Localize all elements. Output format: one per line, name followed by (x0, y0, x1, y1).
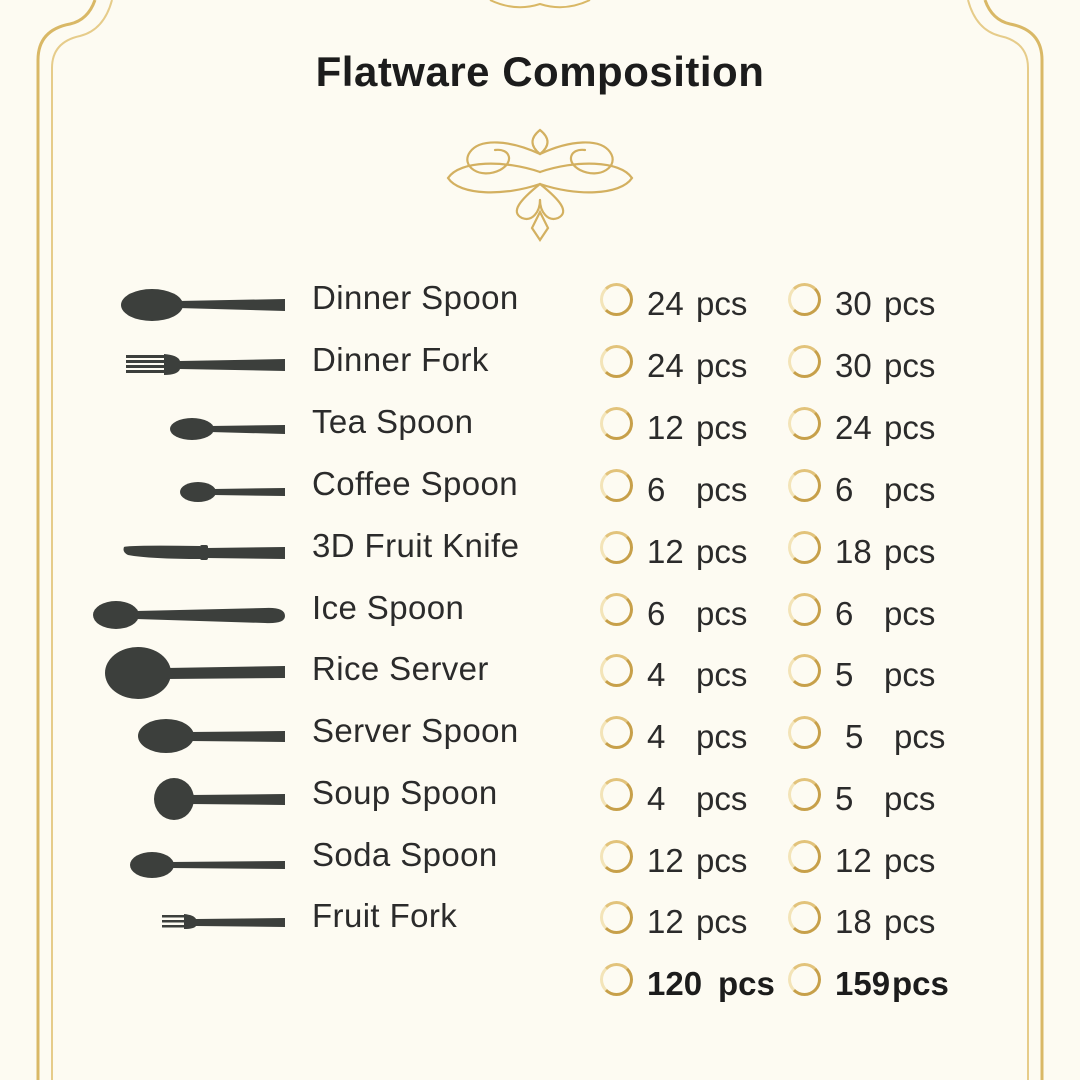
quantity-unit: pcs (884, 780, 936, 817)
quantity-unit: pcs (696, 595, 748, 632)
radio-circle-icon[interactable] (600, 531, 633, 564)
quantity-number: 6 (835, 471, 854, 508)
quantity-unit: pcs (696, 533, 748, 570)
quantity-number: 6 (647, 595, 666, 632)
quantity-unit: pcs (884, 656, 936, 693)
quantity-unit: pcs (696, 347, 748, 384)
radio-circle-icon[interactable] (788, 283, 821, 316)
item-name: Tea Spoon (312, 403, 474, 440)
item-name: Server Spoon (312, 712, 519, 749)
ice-spoon-icon (80, 583, 290, 645)
quantity-number: 5 (835, 780, 854, 817)
quantity-number: 12 (835, 842, 872, 879)
radio-circle-icon[interactable] (788, 778, 821, 811)
server-spoon-icon (80, 706, 290, 768)
flatware-row-dinner-spoon (0, 273, 1080, 335)
quantity-unit: pcs (696, 656, 748, 693)
quantity-unit: pcs (884, 347, 936, 384)
flatware-row-tea-spoon (0, 397, 1080, 459)
quantity-unit: pcs (884, 533, 936, 570)
radio-circle-icon[interactable] (600, 778, 633, 811)
flatware-row-coffee-spoon (0, 459, 1080, 521)
quantity-unit: pcs (696, 471, 748, 508)
radio-circle-icon[interactable] (788, 840, 821, 873)
quantity-number: 18 (835, 533, 872, 570)
radio-circle-icon[interactable] (788, 716, 821, 749)
quantity-number: 24 (647, 285, 684, 322)
quantity-unit: pcs (884, 903, 936, 940)
tea-spoon-icon (80, 397, 290, 459)
item-name: 3D Fruit Knife (312, 527, 520, 564)
page-title: Flatware Composition (315, 48, 765, 95)
quantity-unit: pcs (696, 842, 748, 879)
radio-circle-icon[interactable] (788, 593, 821, 626)
item-name: Ice Spoon (312, 589, 465, 626)
coffee-spoon-icon (80, 459, 290, 521)
radio-circle-icon[interactable] (600, 283, 633, 316)
radio-circle-icon[interactable] (600, 345, 633, 378)
flatware-row-rice-server (0, 644, 1080, 706)
quantity-number: 24 (647, 347, 684, 384)
soup-spoon-icon (80, 768, 290, 830)
radio-circle-icon[interactable] (600, 469, 633, 502)
item-name: Dinner Spoon (312, 279, 519, 316)
quantity-number: 12 (647, 533, 684, 570)
quantity-number: 6 (647, 471, 666, 508)
quantity-number: 24 (835, 409, 872, 446)
quantity-number: 5 (845, 718, 864, 755)
flourish-ornament-icon (440, 120, 640, 245)
flatware-row-dinner-fork (0, 335, 1080, 397)
quantity-unit: pcs (884, 842, 936, 879)
radio-circle-icon[interactable] (600, 840, 633, 873)
radio-circle-icon[interactable] (600, 654, 633, 687)
radio-circle-icon[interactable] (788, 901, 821, 934)
radio-circle-icon[interactable] (788, 345, 821, 378)
flatware-row-soda-spoon (0, 830, 1080, 892)
fruit-fork-icon (80, 891, 290, 953)
item-name: Coffee Spoon (312, 465, 519, 502)
flatware-row-server-spoon (0, 706, 1080, 768)
quantity-number: 4 (647, 718, 666, 755)
item-name: Rice Server (312, 650, 489, 687)
quantity-unit: pcs (884, 595, 936, 632)
dinner-fork-icon (80, 335, 290, 397)
quantity-number: 30 (835, 347, 872, 384)
quantity-unit: pcs (696, 780, 748, 817)
flatware-row-fruit-knife (0, 521, 1080, 583)
dinner-spoon-icon (80, 273, 290, 335)
radio-circle-icon[interactable] (788, 654, 821, 687)
radio-circle-icon[interactable] (600, 963, 633, 996)
quantity-number: 12 (647, 409, 684, 446)
quantity-number: 12 (647, 842, 684, 879)
flatware-row-fruit-fork (0, 891, 1080, 953)
item-name: Soda Spoon (312, 836, 498, 873)
rice-server-icon (80, 644, 290, 706)
item-name: Soup Spoon (312, 774, 498, 811)
radio-circle-icon[interactable] (600, 593, 633, 626)
quantity-number: 12 (647, 903, 684, 940)
radio-circle-icon[interactable] (600, 407, 633, 440)
totals-row (0, 953, 1080, 1015)
flatware-row-ice-spoon (0, 583, 1080, 645)
total-number: 159 (835, 965, 891, 1002)
quantity-unit: pcs (696, 718, 748, 755)
radio-circle-icon[interactable] (600, 716, 633, 749)
quantity-unit: pcs (696, 409, 748, 446)
quantity-number: 4 (647, 780, 666, 817)
item-name: Fruit Fork (312, 897, 458, 934)
radio-circle-icon[interactable] (788, 531, 821, 564)
item-name: Dinner Fork (312, 341, 489, 378)
fruit-knife-icon (80, 521, 290, 583)
total-unit: pcs (718, 965, 775, 1002)
quantity-number: 4 (647, 656, 666, 693)
radio-circle-icon[interactable] (788, 963, 821, 996)
quantity-unit: pcs (696, 903, 748, 940)
quantity-unit: pcs (884, 409, 936, 446)
quantity-number: 30 (835, 285, 872, 322)
total-number: 120 (647, 965, 703, 1002)
quantity-unit: pcs (696, 285, 748, 322)
quantity-unit: pcs (884, 285, 936, 322)
quantity-number: 18 (835, 903, 872, 940)
radio-circle-icon[interactable] (600, 901, 633, 934)
flatware-row-soup-spoon (0, 768, 1080, 830)
quantity-unit: pcs (894, 718, 946, 755)
total-unit: pcs (892, 965, 949, 1002)
quantity-number: 5 (835, 656, 854, 693)
radio-circle-icon[interactable] (788, 407, 821, 440)
radio-circle-icon[interactable] (788, 469, 821, 502)
quantity-unit: pcs (884, 471, 936, 508)
quantity-number: 6 (835, 595, 854, 632)
soda-spoon-icon (80, 830, 290, 892)
